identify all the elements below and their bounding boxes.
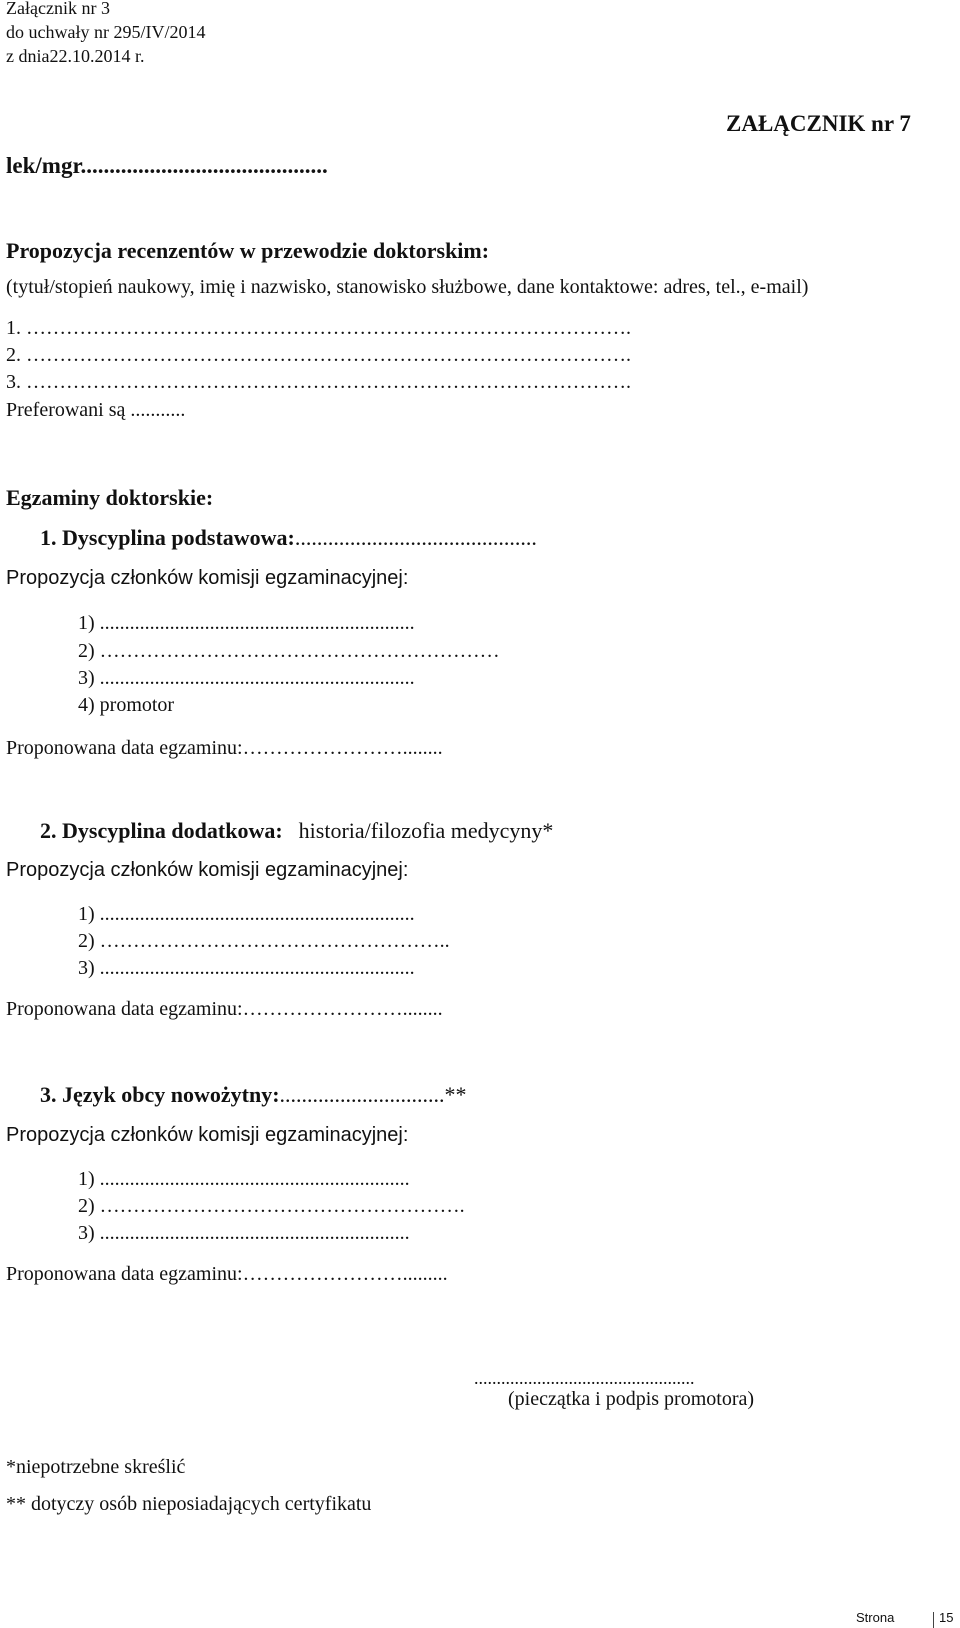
section-2-date: Proponowana data egzaminu:……………………........ [6, 998, 443, 1020]
attachment-title: ZAŁĄCZNIK nr 7 [726, 111, 911, 136]
reviewer-item-1: 1. ………………………………………………………………………………. [6, 317, 631, 339]
footnote-1: *niepotrzebne skreślić [6, 1456, 186, 1478]
section-3-title [40, 1082, 467, 1108]
section-3-suffix: ..............................** [279, 1082, 467, 1107]
section-1-date: Proponowana data egzaminu:……………………........ [6, 737, 443, 759]
section-1-title [40, 525, 537, 551]
reviewers-subtext: (tytuł/stopień naukowy, imię i nazwisko, stanowisko służbowe, dane kontaktowe: adres, tel., e-mail) [6, 276, 809, 298]
exams-heading: Egzaminy doktorskie: [6, 485, 214, 510]
section-1-committee: Propozycja członków komisji egzaminacyjnej: [6, 567, 409, 589]
signature-label: (pieczątka i podpis promotora) [508, 1388, 755, 1410]
section-1-suffix: ............................................ [294, 525, 537, 550]
header-line-1: Załącznik nr 3 [6, 0, 110, 18]
page-number: 15 [939, 1610, 954, 1625]
section-2-title [40, 818, 553, 844]
section-2-member-2: 2) …………………………………………….. [78, 930, 450, 952]
page-label: Strona [856, 1610, 895, 1625]
signature-dots: ................................................. [474, 1368, 695, 1388]
section-3-label: 3. Język obcy nowożytny: [40, 1082, 280, 1107]
section-3-member-1: 1) .............................................................. [78, 1168, 410, 1190]
section-3-member-3: 3) .............................................................. [78, 1222, 410, 1244]
lek-mgr-field: lek/mgr........................................... [6, 153, 328, 178]
section-3-member-2: 2) ………………………………………………. [78, 1195, 465, 1217]
section-3-committee: Propozycja członków komisji egzaminacyjnej: [6, 1124, 409, 1146]
section-1-member-1: 1) ............................................................... [78, 612, 415, 634]
footnote-2: ** dotyczy osób nieposiadających certyfikatu [6, 1493, 372, 1515]
section-3-date: Proponowana data egzaminu:……………………......... [6, 1263, 448, 1285]
header-line-2: do uchwały nr 295/IV/2014 [6, 22, 206, 42]
section-1-label: 1. Dyscyplina podstawowa: [40, 525, 295, 550]
section-2-member-3: 3) ............................................................... [78, 957, 415, 979]
section-2-committee: Propozycja członków komisji egzaminacyjnej: [6, 859, 409, 881]
reviewer-item-2: 2. ………………………………………………………………………………. [6, 344, 631, 366]
header-line-3: z dnia22.10.2014 r. [6, 46, 145, 66]
preferred-reviewers: Preferowani są ........... [6, 399, 186, 421]
section-1-member-3: 3) ............................................................... [78, 667, 415, 689]
section-2-suffix: historia/filozofia medycyny* [298, 818, 554, 843]
section-1-member-2: 2) …………………………………………………… [78, 640, 500, 662]
section-2-member-1: 1) ............................................................... [78, 903, 415, 925]
reviewers-heading: Propozycja recenzentów w przewodzie doktorskim: [6, 238, 490, 263]
section-1-member-4: 4) promotor [78, 694, 175, 716]
reviewer-item-3: 3. ………………………………………………………………………………. [6, 371, 631, 393]
section-2-label: 2. Dyscyplina dodatkowa: [40, 818, 283, 843]
footer-divider [933, 1612, 934, 1628]
